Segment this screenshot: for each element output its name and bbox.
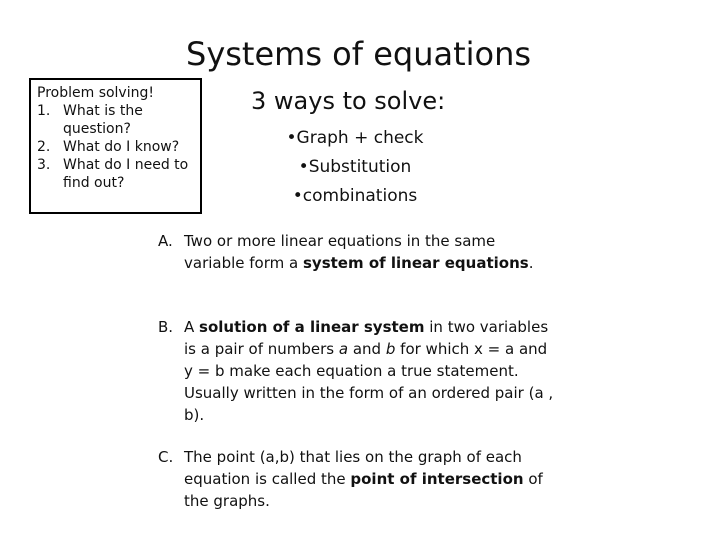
ways-to-solve-list — [270, 124, 440, 211]
definition-body — [184, 230, 558, 274]
problem-item-text: What do I know? — [63, 139, 180, 155]
ways-item-text: combinations — [302, 186, 418, 206]
ways-item-text: Substitution — [308, 157, 412, 177]
definition-letter: B. — [158, 318, 174, 336]
problem-item-number: 1. — [37, 103, 51, 119]
definition-term: system of linear equations — [302, 254, 529, 272]
ways-item — [270, 153, 440, 182]
definition-text: A — [184, 318, 200, 336]
definition-text: . — [528, 254, 534, 272]
definition-letter: C. — [158, 448, 174, 466]
problem-solving-list — [37, 102, 194, 192]
definition-text: Two or more linear equations in the same variable form a — [184, 232, 496, 272]
definition-a — [158, 230, 558, 274]
problem-solving-heading: Problem solving! — [37, 85, 154, 101]
definition-text: The point (a,b) that lies on the graph of each equation is called the — [184, 448, 522, 488]
ways-item-text: Graph + check — [296, 128, 424, 148]
bullet-icon: • — [292, 186, 303, 206]
definition-c — [158, 446, 558, 512]
bullet-icon: • — [298, 157, 309, 177]
definition-term: solution of a linear system — [199, 318, 425, 336]
ways-item — [270, 124, 440, 153]
definition-body — [184, 446, 558, 512]
slide-title: Systems of equations — [186, 35, 532, 73]
ways-to-solve-heading: 3 ways to solve: — [251, 87, 446, 115]
definition-text: of the graphs. — [184, 470, 543, 510]
definition-body — [184, 316, 558, 426]
problem-solving-box — [29, 78, 202, 214]
definition-letter: A. — [158, 232, 173, 250]
definition-b — [158, 316, 558, 426]
definition-text: for which x = a and y = b make each equation a true statement. Usually written in the form of an ordered pair (a , b). — [184, 340, 554, 424]
problem-item-number: 2. — [37, 139, 51, 155]
problem-item-text: What is the question? — [63, 103, 143, 137]
definition-text: and — [348, 340, 386, 358]
problem-item-text: What do I need to find out? — [63, 157, 189, 191]
bullet-icon: • — [286, 128, 297, 148]
problem-item-number: 3. — [37, 157, 51, 173]
problem-solving-item — [37, 138, 194, 156]
ways-item — [270, 182, 440, 211]
definition-text: in two variables is a pair of numbers — [184, 318, 549, 358]
variable-a: a — [338, 340, 349, 358]
problem-solving-item — [37, 156, 194, 192]
problem-solving-item — [37, 102, 194, 138]
variable-b: b — [385, 340, 396, 358]
definition-term: point of intersection — [350, 470, 524, 488]
